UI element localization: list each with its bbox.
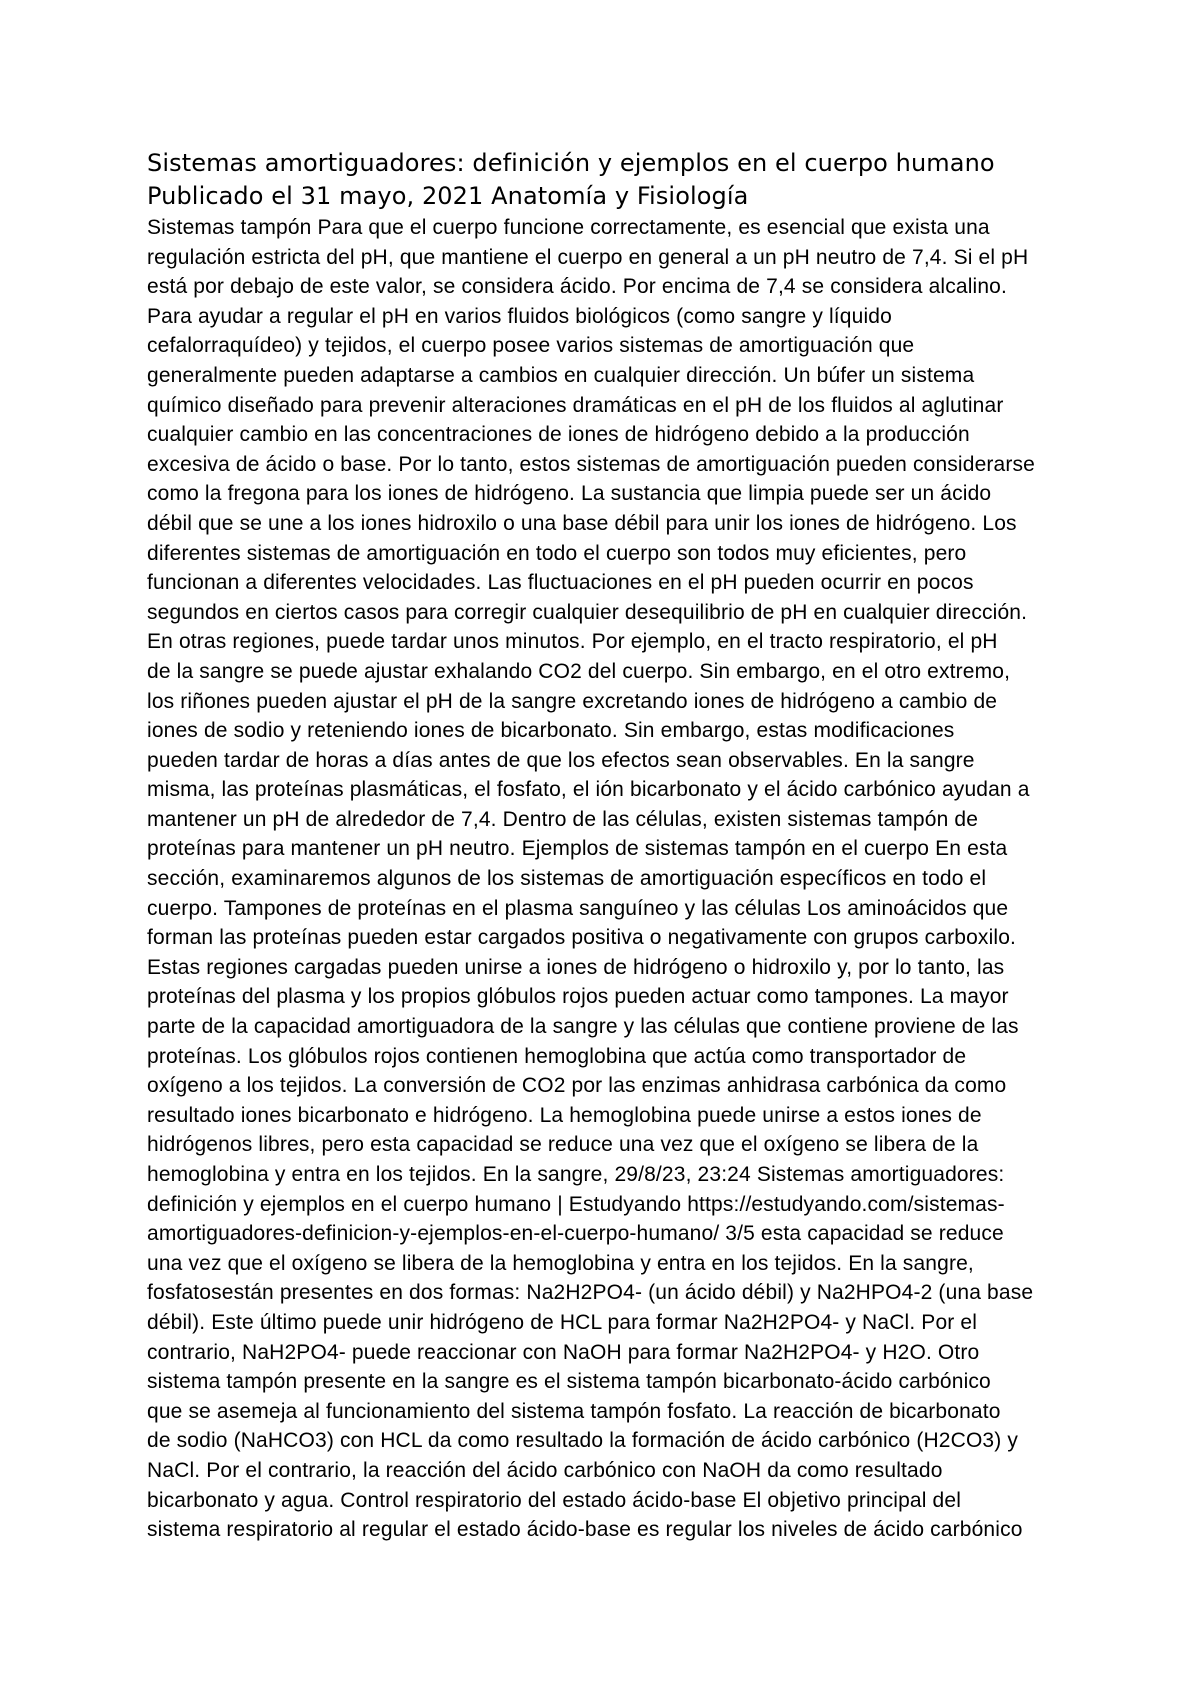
- document-title: Sistemas amortiguadores: definición y ejemplos en el cuerpo humano: [147, 149, 995, 177]
- body-text-line: proteínas. Los glóbulos rojos contienen hemoglobina que actúa como transportador de: [147, 1044, 967, 1068]
- body-text-line: que se asemeja al funcionamiento del sistema tampón fosfato. La reacción de bicarbonato: [147, 1399, 1001, 1423]
- body-text-line: cuerpo. Tampones de proteínas en el plasma sanguíneo y las células Los aminoácidos que: [147, 896, 1009, 920]
- body-text-line: excesiva de ácido o base. Por lo tanto, estos sistemas de amortiguación pueden considerarse: [147, 452, 1035, 476]
- body-text-line: sección, examinaremos algunos de los sistemas de amortiguación específicos en todo el: [147, 867, 987, 891]
- body-text-line: pueden tardar de horas a días antes de que los efectos sean observables. En la sangre: [147, 748, 975, 772]
- body-text-line: cualquier cambio en las concentraciones de iones de hidrógeno debido a la producción: [147, 423, 970, 447]
- body-text-line: Sistemas tampón Para que el cuerpo funcione correctamente, es esencial que exista una: [147, 216, 990, 239]
- body-text-line: definición y ejemplos en el cuerpo humano | Estudyando https://estudyando.com/sistemas-: [147, 1192, 1005, 1216]
- body-text-line: oxígeno a los tejidos. La conversión de CO2 por las enzimas anhidrasa carbónica da como: [147, 1074, 1007, 1098]
- body-text-line: sistema respiratorio al regular el estado ácido-base es regular los niveles de ácido carbónico: [147, 1518, 1023, 1542]
- body-text-line: químico diseñado para prevenir alteraciones dramáticas en el pH de los fluidos al aglutinar: [147, 393, 1004, 417]
- body-text-line: como la fregona para los iones de hidrógeno. La sustancia que limpia puede ser un ácido: [147, 482, 992, 506]
- document-body: [147, 213, 1062, 1545]
- document-content: [147, 147, 1062, 1545]
- body-text-line: sistema tampón presente en la sangre es el sistema tampón bicarbonato-ácido carbónico: [147, 1370, 991, 1394]
- body-text-line: cefalorraquídeo) y tejidos, el cuerpo posee varios sistemas de amortiguación que: [147, 334, 915, 358]
- body-text-line: forman las proteínas pueden estar cargados positiva o negativamente con grupos carboxilo.: [147, 926, 1017, 950]
- body-text-line: misma, las proteínas plasmáticas, el fosfato, el ión bicarbonato y el ácido carbónico ayudan a: [147, 778, 1030, 802]
- body-text-line: débil). Este último puede unir hidrógeno de HCL para formar Na2H2PO4- y NaCl. Por el: [147, 1310, 978, 1334]
- body-text-line: contrario, NaH2PO4- puede reaccionar con NaOH para formar Na2H2PO4- y H2O. Otro: [147, 1340, 980, 1364]
- body-text-line: de la sangre se puede ajustar exhalando CO2 del cuerpo. Sin embargo, en el otro extremo,: [147, 659, 1011, 683]
- body-text-line: amortiguadores-definicion-y-ejemplos-en-el-cuerpo-humano/ 3/5 esta capacidad se reduce: [147, 1222, 1004, 1246]
- body-text-line: proteínas del plasma y los propios glóbulos rojos pueden actuar como tampones. La mayor: [147, 985, 1009, 1009]
- body-text-line: los riñones pueden ajustar el pH de la sangre excretando iones de hidrógeno a cambio de: [147, 689, 998, 713]
- body-text-line: de sodio (NaHCO3) con HCL da como resultado la formación de ácido carbónico (H2CO3) y: [147, 1429, 1019, 1453]
- body-text-line: Estas regiones cargadas pueden unirse a iones de hidrógeno o hidroxilo y, por lo tanto, las: [147, 955, 1005, 979]
- body-text-line: En otras regiones, puede tardar unos minutos. Por ejemplo, en el tracto respiratorio, el pH: [147, 630, 998, 654]
- body-text-line: diferentes sistemas de amortiguación en todo el cuerpo son todos muy eficientes, pero: [147, 541, 967, 565]
- body-text-line: débil que se une a los iones hidroxilo o una base débil para unir los iones de hidrógeno. Los: [147, 511, 1017, 535]
- body-text-line: segundos en ciertos casos para corregir cualquier desequilibrio de pH en cualquier dirección.: [147, 600, 1028, 624]
- document-subtitle: Publicado el 31 mayo, 2021 Anatomía y Fisiología: [147, 182, 749, 210]
- body-text-line: generalmente pueden adaptarse a cambios en cualquier dirección. Un búfer un sistema: [147, 363, 975, 387]
- body-text-line: regulación estricta del pH, que mantiene el cuerpo en general a un pH neutro de 7,4. Si el pH: [147, 245, 1029, 269]
- body-text-line: fosfatosestán presentes en dos formas: Na2H2PO4- (un ácido débil) y Na2HPO4-2 (una base: [147, 1281, 1034, 1305]
- body-text-line: NaCl. Por el contrario, la reacción del ácido carbónico con NaOH da como resultado: [147, 1458, 943, 1482]
- body-text-line: parte de la capacidad amortiguadora de la sangre y las células que contiene proviene de las: [147, 1015, 1019, 1039]
- body-text-line: resultado iones bicarbonato e hidrógeno. La hemoglobina puede unirse a estos iones de: [147, 1103, 982, 1127]
- body-text-line: Para ayudar a regular el pH en varios fluidos biológicos (como sangre y líquido: [147, 304, 892, 328]
- body-text-line: funcionan a diferentes velocidades. Las fluctuaciones en el pH pueden ocurrir en pocos: [147, 571, 974, 595]
- body-text-line: iones de sodio y reteniendo iones de bicarbonato. Sin embargo, estas modificaciones: [147, 719, 955, 743]
- body-text-line: mantener un pH de alrededor de 7,4. Dentro de las células, existen sistemas tampón de: [147, 807, 979, 831]
- body-text-line: hemoglobina y entra en los tejidos. En la sangre, 29/8/23, 23:24 Sistemas amortiguadores:: [147, 1163, 1005, 1186]
- body-text-line: proteínas para mantener un pH neutro. Ejemplos de sistemas tampón en el cuerpo En esta: [147, 837, 1008, 861]
- body-text-line: hidrógenos libres, pero esta capacidad se reduce una vez que el oxígeno se libera de la: [147, 1133, 979, 1157]
- body-text-line: está por debajo de este valor, se considera ácido. Por encima de 7,4 se considera alcalino.: [147, 275, 1007, 299]
- body-text-line: una vez que el oxígeno se libera de la hemoglobina y entra en los tejidos. En la sangre,: [147, 1251, 974, 1275]
- body-text-line: bicarbonato y agua. Control respiratorio del estado ácido-base El objetivo principal del: [147, 1488, 962, 1512]
